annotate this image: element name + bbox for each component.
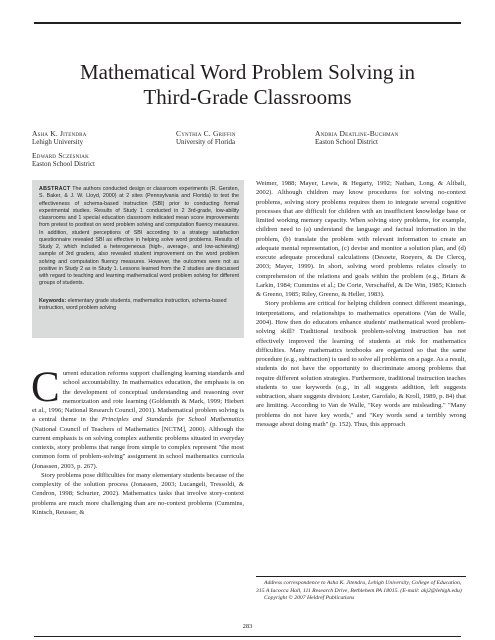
article-title xyxy=(30,60,465,110)
page-number: 283 xyxy=(242,623,253,630)
author-4 xyxy=(32,151,95,169)
footnote xyxy=(256,580,466,603)
author-3 xyxy=(315,129,398,147)
paragraph: Story problems are critical for helping children connect different meanings, interpretations, and relationships to mathematics operations (Van de Walle, 2004). How then do educators enhance students' mathematical word problem-solving skill? Traditional textbook problem-solving instruction has not effectively improved the learning of students at risk for mathematics difficulties. Many mathematics textbooks are organized so that the same procedure (e.g., subtraction) is used to solve all problems on a page. As a result, students do not have the opportunity to discriminate among problems that require different solution strategies. Furthermore, traditional instruction teaches students to use keywords (e.g., in all suggests addition, left suggests subtraction, share suggests division; Lester, Garofalo, & Kroll, 1989, p. 84) that are limiting. According to Van de Walle, "Key words are misleading." "Many problems do not have key words," and "Key words send a terribly wrong message about doing math" (p. 152). Thus, this approach xyxy=(256,300,466,428)
paragraph: Story problems pose difficulties for many elementary students because of the complexity of the solution process (Jonassen, 2003; Lucangeli, Tressoldi, & Cendron, 1998; Schurter, 2002). Mathematics tasks that involve story-context problems are much more challenging than are no-context problems (Cummins, Kintsch, Reusser, & xyxy=(32,471,244,516)
author-name: Andria Deatline-Buchman xyxy=(315,129,399,138)
top-rule xyxy=(34,22,461,24)
footnote-copyright: Copyright © 2007 Heldref Publications xyxy=(264,595,355,602)
title-line-2: Third-Grade Classrooms xyxy=(143,85,352,109)
keywords-lead: Keywords: xyxy=(39,298,67,304)
author-affiliation: Easton School District xyxy=(315,138,378,146)
author-1 xyxy=(32,129,87,147)
author-affiliation: Easton School District xyxy=(32,160,95,168)
footnote-address: Address correspondence to Asha K. Jitendra, Lehigh University, College of Education, 315 A Iacocca Hall, 111 Research Drive, Bethlehem PA 18015. (E-mail: akj2@lehigh.edu) xyxy=(256,580,462,594)
author-name: Edward Sczesniak xyxy=(32,151,89,160)
italic-title: Principles and Standards for School Mathematics xyxy=(101,416,244,424)
bottom-rule xyxy=(34,636,461,637)
title-line-1: Mathematical Word Problem Solving in xyxy=(79,60,416,84)
drop-cap: C xyxy=(31,364,60,411)
paragraph: Current education reforms support challenging learning standards and school accountability. In mathematics education, the emphasis is on the development of conceptual understanding and reasoning over memorization and rote learning (Goldsmith & Mark, 1999; Hiebert et al., 1996; National Research Council, 2001). Mathematical problem solving is a central theme in the Principles and Standards for School Mathematics (National Council of Teachers of Mathematics [NCTM], 2000). Although the current emphasis is on solving complex authentic problems situated in everyday contexts, story problems that range from simple to complex represent "the most common form of problem-solving" assignment in school mathematics curricula (Jonassen, 2003, p. 267). xyxy=(31,364,244,470)
paragraph: Weimer, 1988; Mayer, Lewis, & Hegarty, 1992; Nathan, Long, & Alibali, 2002). Although children may know procedures for solving no-context problems, solving story problems requires them to integrate several cognitive processes that are difficult for children with an insufficient knowledge base or limited working memory capacity. When solving story problems, for example, children need to (a) understand the language and factual information in the problem, (b) translate the problem with relevant information to create an adequate mental representation, (c) devise and monitor a solution plan, and (d) execute adequate procedural calculations (Desoete, Roeyers, & De Clercq, 2003; Mayer, 1999). In short, solving word problems relates closely to comprehension of the relations and goals within the problem (e.g., Briars & Larkin, 1984; Cummins et al.; De Corte, Verschaffel, & De Win, 1985; Kintsch & Greeno, 1985; Riley, Greeno, & Heller, 1983). xyxy=(256,180,466,299)
body-column-right xyxy=(256,179,466,429)
author-affiliation: University of Florida xyxy=(176,138,236,146)
author-name: Asha K. Jitendra xyxy=(32,129,87,138)
body-column-left xyxy=(31,364,244,517)
author-affiliation: Lehigh University xyxy=(32,138,84,146)
keywords-text: elementary grade students, mathematics instruction, schema-based instruction, word problem solving xyxy=(39,298,227,312)
abstract-body: The authors conducted design or classroom experiments (R. Gersten, S. Baker, & J. W. Lloyd, 2000) at 2 sites (Pennsylvania and Florida) to test the effectiveness of schema-based instruction (SBI) prior to conducting formal experimental studies. Results of Study 1 conducted in 2 3rd-grade, low-ability classrooms and 1 special education classroom indicated mean score improvements from pretest to posttest on word problem solving and computation fluency measures. In addition, student perceptions of SBI according to a strategy satisfaction questionnaire revealed SBI as effective in helping solve word problems. Results of Study 2, which included a heterogeneous (high-, average-, and low-achieving) sample of 3rd graders, also revealed student improvement on the word problem solving and computation fluency measures. However, the outcomes were not as positive in Study 2 as in Study 1. Lessons learned from the 2 studies are discussed with regard to teaching and learning mathematical word problem solving for different groups of students. xyxy=(39,186,239,287)
abstract xyxy=(39,186,239,288)
footnote-rule xyxy=(256,576,466,577)
keywords xyxy=(39,298,239,313)
author-2 xyxy=(176,129,236,147)
author-name: Cynthia C. Griffin xyxy=(176,129,236,138)
abstract-lead: ABSTRACT xyxy=(39,186,71,192)
